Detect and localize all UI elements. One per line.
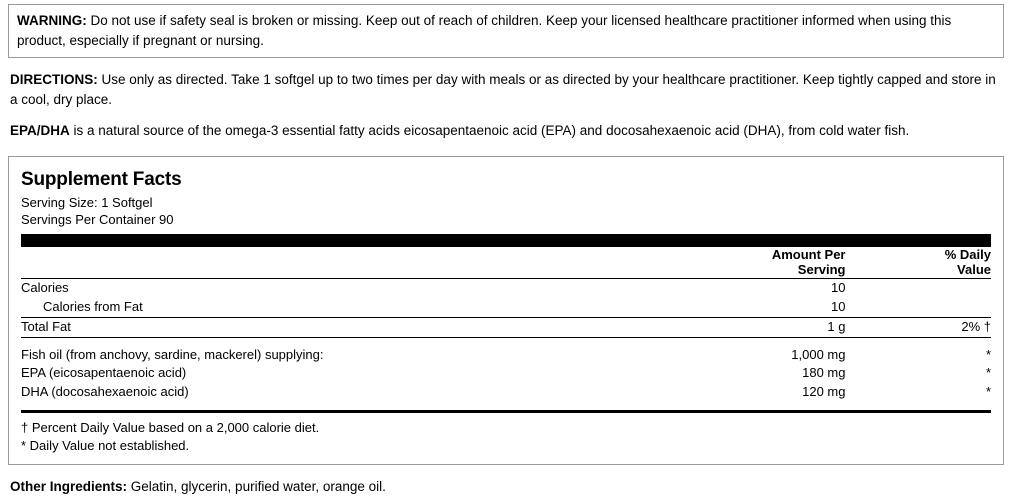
supplement-label-page: [0, 4, 1012, 495]
warning-label: WARNING:: [17, 13, 87, 28]
footnote-dv-not-established: * Daily Value not established.: [21, 437, 190, 453]
thick-rule-top: [21, 234, 991, 247]
spacer-cell: [21, 338, 991, 346]
row-dv: [845, 298, 991, 317]
table-row: [21, 364, 991, 383]
row-dv: [845, 279, 991, 298]
row-dv: *: [985, 346, 991, 362]
supplement-facts-title: Supplement Facts: [21, 168, 182, 190]
spacer-cell: [21, 402, 991, 410]
supplement-facts-panel: [8, 156, 1004, 465]
nutrient-row-total-fat: [21, 318, 991, 337]
directions-label: DIRECTIONS:: [10, 72, 98, 88]
row-name: DHA (docosahexaenoic acid): [21, 384, 189, 400]
header-dv-line1: % Daily: [944, 246, 991, 262]
nutrient-rows-top: [21, 279, 991, 317]
table-row: [21, 346, 991, 365]
row-name: Total Fat: [21, 318, 71, 334]
header-amount-line1: Amount Per: [771, 246, 846, 262]
table-header-row: [21, 247, 991, 278]
row-amount: 120 mg: [802, 384, 846, 400]
header-dv-line2: Value: [957, 262, 991, 278]
header-nutrient: [21, 247, 642, 278]
table-spacer: [21, 338, 991, 346]
row-name: EPA (eicosapentaenoic acid): [21, 365, 187, 381]
row-amount: 1 g: [827, 318, 846, 334]
row-amount: 180 mg: [802, 365, 846, 381]
epadha-label: EPA/DHA: [10, 123, 70, 139]
row-name: Calories: [21, 280, 69, 296]
row-dv: *: [985, 384, 991, 400]
other-ingredients-label: Other Ingredients:: [10, 479, 128, 495]
footnote-daily-value-basis: † Percent Daily Value based on a 2,000 calorie diet.: [21, 420, 320, 436]
header-amount-line2: Serving: [797, 262, 846, 278]
row-dv: *: [985, 365, 991, 381]
rule-above-footnotes: [21, 410, 991, 413]
directions-text: Use only as directed. Take 1 softgel up to two times per day with meals or as directed by your healthcare practitioner. Keep tightly capped and store in a cool, dry place.: [10, 72, 996, 107]
header-daily-value: [845, 247, 991, 278]
header-amount-per-serving: [642, 247, 846, 278]
row-name: Fish oil (from anchovy, sardine, mackerel) supplying:: [21, 346, 324, 362]
table-spacer: [21, 402, 991, 410]
other-ingredients-paragraph: [10, 477, 1002, 497]
row-amount: 10: [831, 280, 846, 296]
directions-paragraph: [10, 70, 1002, 109]
servings-per-container: Servings Per Container 90: [21, 211, 174, 227]
other-ingredients-text: Gelatin, glycerin, purified water, orange oil.: [127, 479, 386, 495]
table-row: [21, 318, 991, 337]
row-amount: 1,000 mg: [791, 346, 846, 362]
table-row: [21, 383, 991, 402]
row-amount: 10: [831, 298, 846, 314]
table-row: [21, 298, 991, 317]
serving-size: Serving Size: 1 Softgel: [21, 195, 153, 211]
row-name: Calories from Fat: [43, 298, 143, 314]
epadha-paragraph: [10, 121, 1002, 141]
table-row: [21, 279, 991, 298]
warning-text: Do not use if safety seal is broken or missing. Keep out of reach of children. Keep your licensed healthcare practitioner informed when using this product, especially if pregnant or nursing.: [17, 13, 952, 48]
nutrient-rows-oils: [21, 338, 991, 411]
warning-paragraph: [17, 11, 995, 50]
footnotes: [21, 419, 991, 454]
warning-box: [8, 4, 1004, 58]
row-dv: 2% †: [961, 318, 991, 334]
epadha-text: is a natural source of the omega-3 essential fatty acids eicosapentaenoic acid (EPA) and docosahexaenoic acid (DHA), from cold water fish.: [69, 123, 910, 139]
supplement-facts-table: [21, 247, 991, 278]
